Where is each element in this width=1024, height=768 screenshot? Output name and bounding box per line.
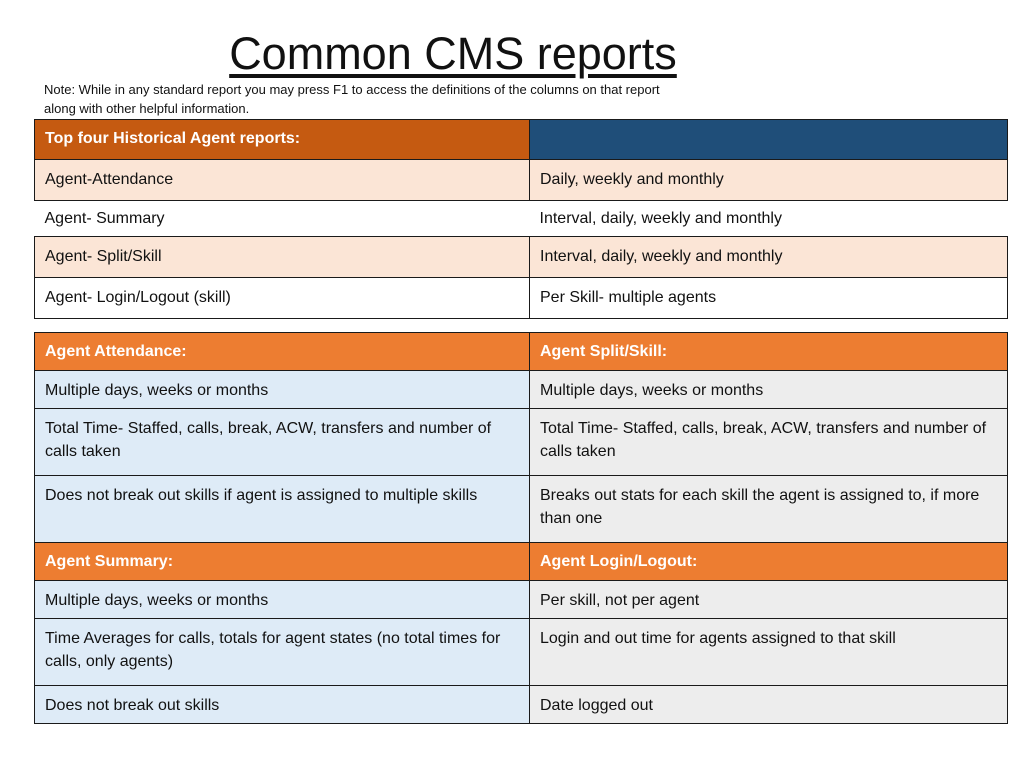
table-row [35,371,1008,409]
table-row [35,409,1008,476]
page-title: Common CMS reports [229,28,677,79]
report-name-cell: Agent- Split/Skill [35,237,530,278]
section-header-row [35,333,1008,371]
detail-cell-right: Login and out time for agents assigned to that skill [530,619,1008,686]
table-row [35,476,1008,543]
detail-cell-right: Date logged out [530,686,1008,724]
section-header-left: Agent Summary: [35,543,530,581]
section-header-right: Agent Login/Logout: [530,543,1008,581]
table-row [35,237,1008,278]
section-header-left: Agent Attendance: [35,333,530,371]
table-row [35,619,1008,686]
report-interval-cell: Daily, weekly and monthly [530,160,1008,201]
detail-cell-left: Time Averages for calls, totals for agent states (no total times for calls, only agents) [35,619,530,686]
detail-cell-left: Total Time- Staffed, calls, break, ACW, transfers and number of calls taken [35,409,530,476]
table-row [35,581,1008,619]
report-name-cell: Agent-Attendance [35,160,530,201]
detail-cell-right: Multiple days, weeks or months [530,371,1008,409]
report-interval-cell: Per Skill- multiple agents [530,278,1008,319]
detail-cell-right: Per skill, not per agent [530,581,1008,619]
detail-cell-left: Multiple days, weeks or months [35,581,530,619]
report-details-table [34,332,1008,724]
report-interval-cell: Interval, daily, weekly and monthly [530,201,1008,237]
table-row [35,201,1008,237]
table-header-row [35,120,1008,160]
table-row [35,160,1008,201]
table-row [35,686,1008,724]
report-name-cell: Agent- Login/Logout (skill) [35,278,530,319]
report-interval-cell: Interval, daily, weekly and monthly [530,237,1008,278]
help-note: Note: While in any standard report you may press F1 to access the definitions of the columns on that report along with other helpful information. [44,82,660,116]
section-header-row [35,543,1008,581]
detail-cell-left: Does not break out skills [35,686,530,724]
table-row [35,278,1008,319]
detail-cell-left: Does not break out skills if agent is assigned to multiple skills [35,476,530,543]
detail-cell-left: Multiple days, weeks or months [35,371,530,409]
detail-cell-right: Total Time- Staffed, calls, break, ACW, transfers and number of calls taken [530,409,1008,476]
header-cell-right [530,120,1008,160]
section-header-right: Agent Split/Skill: [530,333,1008,371]
detail-cell-right: Breaks out stats for each skill the agent is assigned to, if more than one [530,476,1008,543]
historical-reports-table [34,119,1008,319]
header-cell-left: Top four Historical Agent reports: [35,120,530,160]
report-name-cell: Agent- Summary [35,201,530,237]
